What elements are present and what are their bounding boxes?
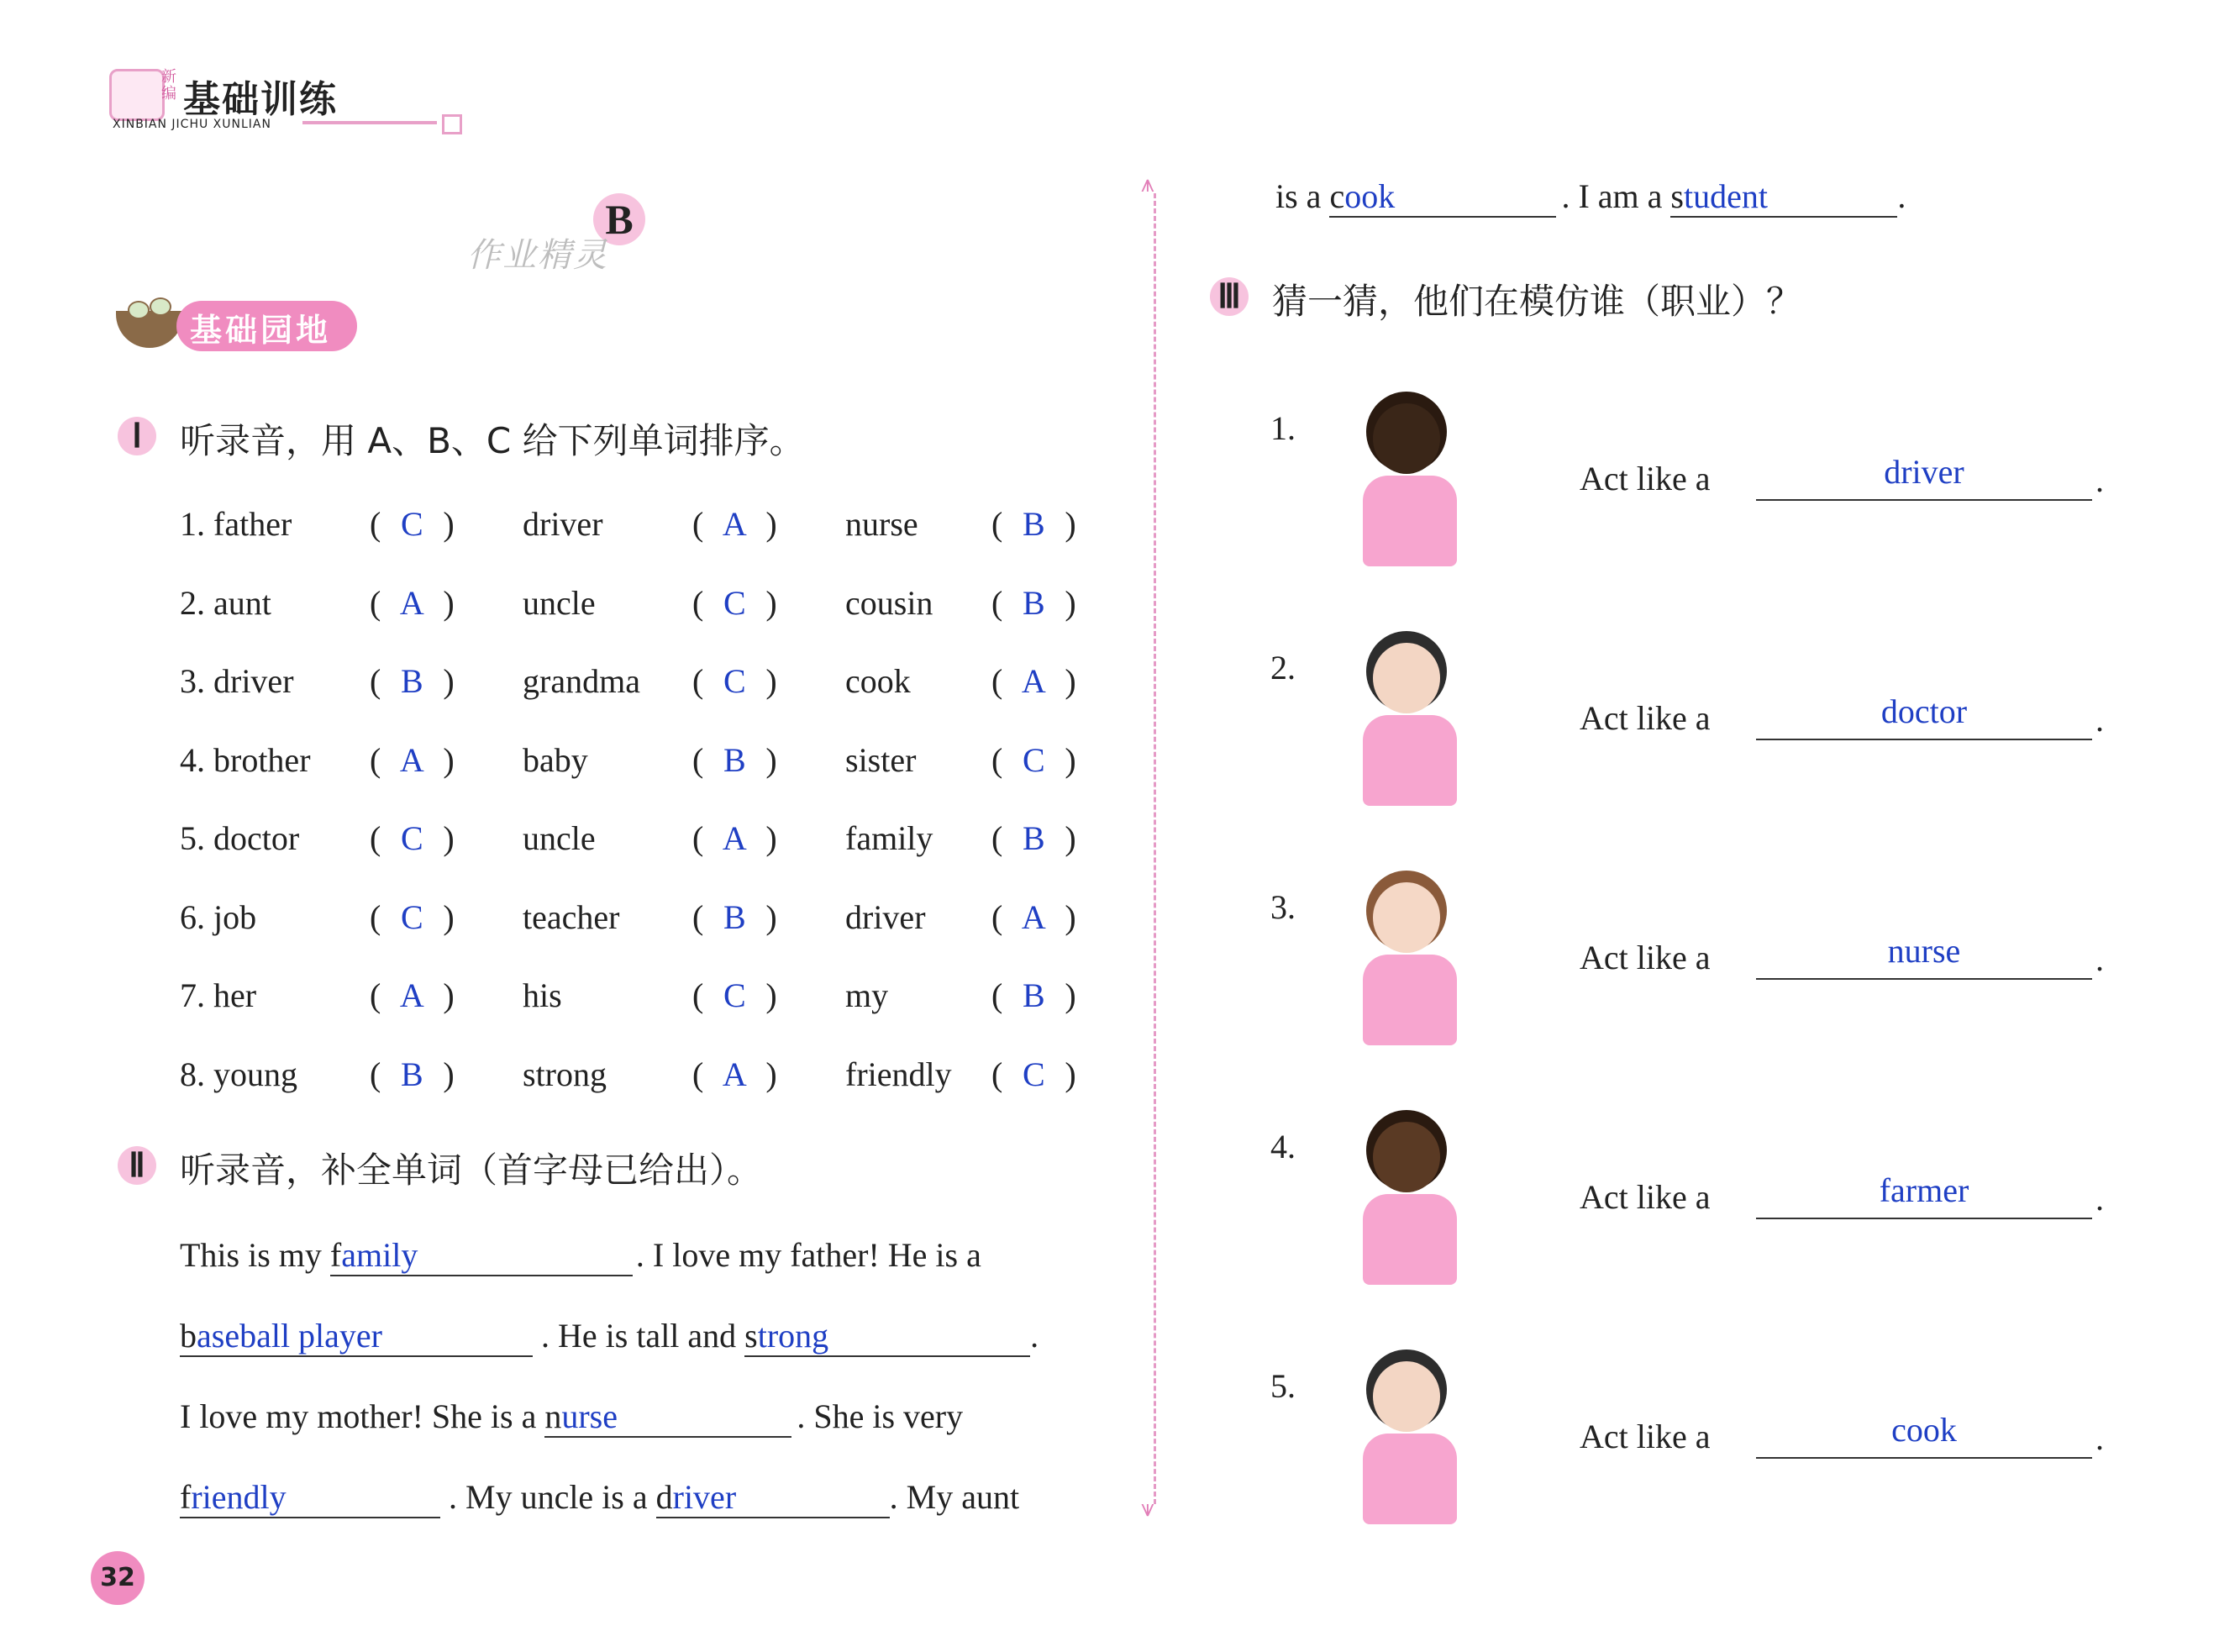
open-paren: (: [692, 740, 704, 779]
child-figure-icon: [1328, 1349, 1496, 1526]
open-paren: (: [370, 662, 381, 700]
close-paren: ): [443, 1055, 455, 1093]
first-letter: f: [329, 1236, 342, 1274]
text: This is my: [180, 1236, 330, 1274]
answer-letter: B: [723, 897, 746, 936]
answer-blank[interactable]: [1756, 1410, 2092, 1459]
period: .: [2095, 701, 2104, 739]
divider-bottom-arrow-icon: ⩛: [1141, 1496, 1154, 1522]
answer-box[interactable]: [692, 740, 777, 780]
answer: aseball player: [197, 1317, 382, 1355]
close-paren: ): [765, 819, 777, 857]
word-label: uncle: [523, 583, 596, 622]
open-paren: (: [991, 1055, 1003, 1093]
answer-box[interactable]: [991, 740, 1076, 780]
answer-letter: C: [723, 662, 746, 700]
child-figure-icon: [1328, 392, 1496, 568]
close-paren: ): [443, 583, 455, 622]
open-paren: (: [370, 740, 381, 779]
answer: urse: [561, 1397, 618, 1435]
answer-letter: A: [399, 740, 424, 779]
first-letter: s: [744, 1317, 758, 1355]
text: .: [1897, 177, 1906, 215]
close-paren: ): [765, 1055, 777, 1093]
answer-letter: A: [722, 505, 747, 543]
answer-letter: A: [399, 583, 424, 622]
period: .: [2095, 1419, 2104, 1457]
logo-small-text: 新编: [161, 68, 176, 103]
answer-box[interactable]: [991, 976, 1076, 1015]
section-letter: B: [593, 193, 645, 245]
open-paren: (: [692, 897, 704, 936]
open-paren: (: [991, 976, 1003, 1014]
answer-letter: B: [400, 1055, 423, 1093]
answer-box[interactable]: [370, 818, 455, 858]
open-paren: (: [692, 1055, 704, 1093]
open-paren: (: [991, 583, 1003, 622]
answer-box[interactable]: [370, 661, 455, 701]
answer-letter: A: [1021, 897, 1046, 936]
first-letter: b: [180, 1317, 197, 1355]
item-number: 1.: [1270, 409, 1296, 447]
answer-letter: A: [1021, 662, 1046, 700]
answer-letter: A: [722, 819, 747, 857]
answer-box[interactable]: [692, 897, 777, 937]
close-paren: ): [443, 897, 455, 936]
text: . He is tall and: [541, 1317, 745, 1355]
answer-box[interactable]: [991, 818, 1076, 858]
answer-box[interactable]: [991, 504, 1076, 544]
open-paren: (: [692, 583, 704, 622]
answer-text: driver: [1884, 453, 1964, 491]
answer-box[interactable]: [991, 897, 1076, 937]
first-letter: d: [655, 1478, 673, 1516]
word-label: 4. brother: [180, 740, 311, 779]
answer-box[interactable]: [692, 1055, 777, 1094]
act-like-prompt: Act like a: [1580, 460, 1711, 497]
answer-letter: B: [1022, 505, 1045, 543]
answer-box[interactable]: [692, 661, 777, 701]
answer-box[interactable]: [692, 583, 777, 623]
answer-letter: A: [722, 1055, 747, 1093]
section-banner: [116, 294, 360, 361]
word-label: grandma: [523, 662, 640, 700]
answer: river: [672, 1478, 737, 1516]
close-paren: ): [1065, 583, 1076, 622]
period: .: [2095, 461, 2104, 499]
answer-box[interactable]: [692, 976, 777, 1015]
open-paren: (: [370, 897, 381, 936]
page-divider: [1154, 193, 1156, 1504]
open-paren: (: [370, 1055, 381, 1093]
word-label: friendly: [845, 1055, 952, 1093]
logo-subtitle: XINBIAN JICHU XUNLIAN: [113, 118, 271, 131]
text: . My aunt: [889, 1478, 1020, 1516]
answer: riendly: [191, 1478, 287, 1516]
book-logo-icon: [109, 69, 165, 121]
answer-box[interactable]: [370, 1055, 455, 1094]
answer-blank[interactable]: [1756, 692, 2092, 740]
answer: amily: [341, 1236, 418, 1274]
banner-label: 基础园地: [190, 312, 332, 349]
blank-nurse[interactable]: [544, 1397, 791, 1438]
answer-text: doctor: [1880, 692, 1968, 730]
item-number: 3.: [1270, 888, 1296, 926]
logo-square: [442, 114, 462, 134]
blank-strong[interactable]: [744, 1316, 1030, 1357]
word-label: baby: [523, 740, 588, 779]
fill-line-1: [180, 1235, 981, 1276]
answer: trong: [757, 1317, 829, 1355]
open-paren: (: [370, 819, 381, 857]
first-letter: s: [1670, 177, 1684, 215]
word-label: 7. her: [180, 976, 257, 1014]
watermark: 作业精灵: [467, 236, 608, 275]
word-label: driver: [523, 505, 603, 543]
act-like-prompt: Act like a: [1580, 1418, 1711, 1455]
child-figure-icon: [1328, 631, 1496, 808]
close-paren: ): [1065, 819, 1076, 857]
child-figure-icon: [1328, 871, 1496, 1047]
word-label: 2. aunt: [180, 583, 271, 622]
close-paren: ): [443, 976, 455, 1014]
open-paren: (: [991, 819, 1003, 857]
egg-icon: [128, 301, 150, 319]
blank-driver[interactable]: [656, 1477, 890, 1518]
page-number: 32: [91, 1551, 145, 1605]
close-paren: ): [1065, 505, 1076, 543]
text: . She is very: [797, 1397, 964, 1435]
part-1-numeral: Ⅰ: [118, 417, 156, 455]
answer-blank[interactable]: [1756, 931, 2092, 980]
first-letter: f: [180, 1478, 192, 1516]
part-3-numeral: Ⅲ: [1210, 277, 1249, 316]
answer-letter: B: [723, 740, 746, 779]
answer-box[interactable]: [370, 976, 455, 1015]
answer-box[interactable]: [370, 504, 455, 544]
answer: tudent: [1683, 177, 1768, 215]
word-label: his: [523, 976, 562, 1014]
answer-letter: C: [723, 583, 746, 622]
answer-box[interactable]: [991, 661, 1076, 701]
open-paren: (: [692, 662, 704, 700]
answer-box[interactable]: [692, 504, 777, 544]
word-label: 3. driver: [180, 662, 294, 700]
answer-letter: B: [1022, 976, 1045, 1014]
answer-box[interactable]: [370, 583, 455, 623]
close-paren: ): [443, 662, 455, 700]
word-label: sister: [845, 740, 917, 779]
word-label: 5. doctor: [180, 819, 300, 857]
act-like-prompt: Act like a: [1580, 939, 1711, 976]
text: . I love my father! He is a: [635, 1236, 981, 1274]
answer-letter: A: [399, 976, 424, 1014]
word-label: my: [845, 976, 889, 1014]
logo-title: 基础训练: [183, 78, 338, 121]
open-paren: (: [991, 740, 1003, 779]
word-label: teacher: [523, 897, 620, 936]
answer-letter: C: [1022, 1055, 1045, 1093]
fill-line-5: [1275, 176, 1906, 218]
answer-box[interactable]: [991, 583, 1076, 623]
period: .: [2095, 1180, 2104, 1218]
open-paren: (: [692, 976, 704, 1014]
answer-blank[interactable]: [1756, 452, 2092, 501]
answer-box[interactable]: [370, 897, 455, 937]
close-paren: ): [443, 505, 455, 543]
text: I love my mother! She is a: [180, 1397, 545, 1435]
word-label: family: [845, 819, 933, 857]
word-label: strong: [523, 1055, 607, 1093]
answer-letter: B: [400, 662, 423, 700]
child-figure-icon: [1328, 1110, 1496, 1286]
close-paren: ): [1065, 662, 1076, 700]
first-letter: c: [1329, 177, 1345, 215]
act-like-prompt: Act like a: [1580, 699, 1711, 737]
close-paren: ): [443, 740, 455, 779]
open-paren: (: [370, 583, 381, 622]
blank-cook[interactable]: [1329, 176, 1556, 218]
answer-box[interactable]: [692, 818, 777, 858]
period: .: [2095, 940, 2104, 978]
logo: [109, 66, 353, 133]
close-paren: ): [765, 662, 777, 700]
close-paren: ): [443, 819, 455, 857]
answer-letter: C: [723, 976, 746, 1014]
answer-text: farmer: [1879, 1171, 1969, 1209]
close-paren: ): [1065, 897, 1076, 936]
item-number: 2.: [1270, 649, 1296, 687]
answer: ook: [1344, 177, 1396, 215]
word-label: driver: [845, 897, 926, 936]
close-paren: ): [765, 505, 777, 543]
answer-text: nurse: [1887, 932, 1961, 970]
first-letter: n: [544, 1397, 562, 1435]
part-3-instruction: 猜一猜，他们在模仿谁（职业）？: [1272, 281, 1802, 322]
blank-family[interactable]: [330, 1235, 633, 1276]
part-1-instruction: 听录音，用 A、B、C 给下列单词排序。: [180, 420, 805, 461]
part-2-numeral: Ⅱ: [118, 1146, 156, 1185]
close-paren: ): [1065, 976, 1076, 1014]
word-label: cousin: [845, 583, 933, 622]
blank-student[interactable]: [1670, 176, 1897, 218]
close-paren: ): [765, 740, 777, 779]
answer-text: cook: [1891, 1411, 1957, 1449]
close-paren: ): [765, 583, 777, 622]
text: .: [1030, 1317, 1039, 1355]
answer-letter: C: [400, 505, 423, 543]
answer-letter: C: [1022, 740, 1045, 779]
word-label: 6. job: [180, 897, 257, 936]
close-paren: ): [765, 976, 777, 1014]
fill-line-3: [180, 1397, 963, 1438]
logo-bar: [302, 121, 437, 124]
open-paren: (: [991, 662, 1003, 700]
blank-friendly[interactable]: [180, 1477, 440, 1518]
answer-box[interactable]: [370, 740, 455, 780]
close-paren: ): [765, 897, 777, 936]
open-paren: (: [991, 897, 1003, 936]
part-2-instruction: 听录音，补全单词（首字母已给出）。: [180, 1150, 763, 1191]
answer-letter: B: [1022, 583, 1045, 622]
text: is a: [1275, 177, 1330, 215]
close-paren: ): [1065, 1055, 1076, 1093]
act-like-prompt: Act like a: [1580, 1178, 1711, 1216]
answer-letter: C: [400, 897, 423, 936]
egg-icon: [150, 297, 171, 316]
word-label: 1. father: [180, 505, 292, 543]
nest-icon: [116, 311, 183, 348]
text: . I am a: [1561, 177, 1671, 215]
blank-baseball-player[interactable]: [180, 1316, 533, 1357]
open-paren: (: [692, 819, 704, 857]
item-number: 4.: [1270, 1128, 1296, 1165]
open-paren: (: [692, 505, 704, 543]
open-paren: (: [991, 505, 1003, 543]
answer-blank[interactable]: [1756, 1171, 2092, 1219]
word-label: 8. young: [180, 1055, 297, 1093]
fill-line-4: [180, 1477, 1019, 1518]
word-label: nurse: [845, 505, 918, 543]
item-number: 5.: [1270, 1367, 1296, 1405]
word-label: uncle: [523, 819, 596, 857]
answer-letter: C: [400, 819, 423, 857]
close-paren: ): [1065, 740, 1076, 779]
text: . My uncle is a: [449, 1478, 656, 1516]
answer-box[interactable]: [991, 1055, 1076, 1094]
word-label: cook: [845, 662, 911, 700]
divider-top-arrow-icon: ⩚: [1141, 171, 1154, 197]
answer-letter: B: [1022, 819, 1045, 857]
open-paren: (: [370, 505, 381, 543]
open-paren: (: [370, 976, 381, 1014]
fill-line-2: [180, 1316, 1038, 1357]
